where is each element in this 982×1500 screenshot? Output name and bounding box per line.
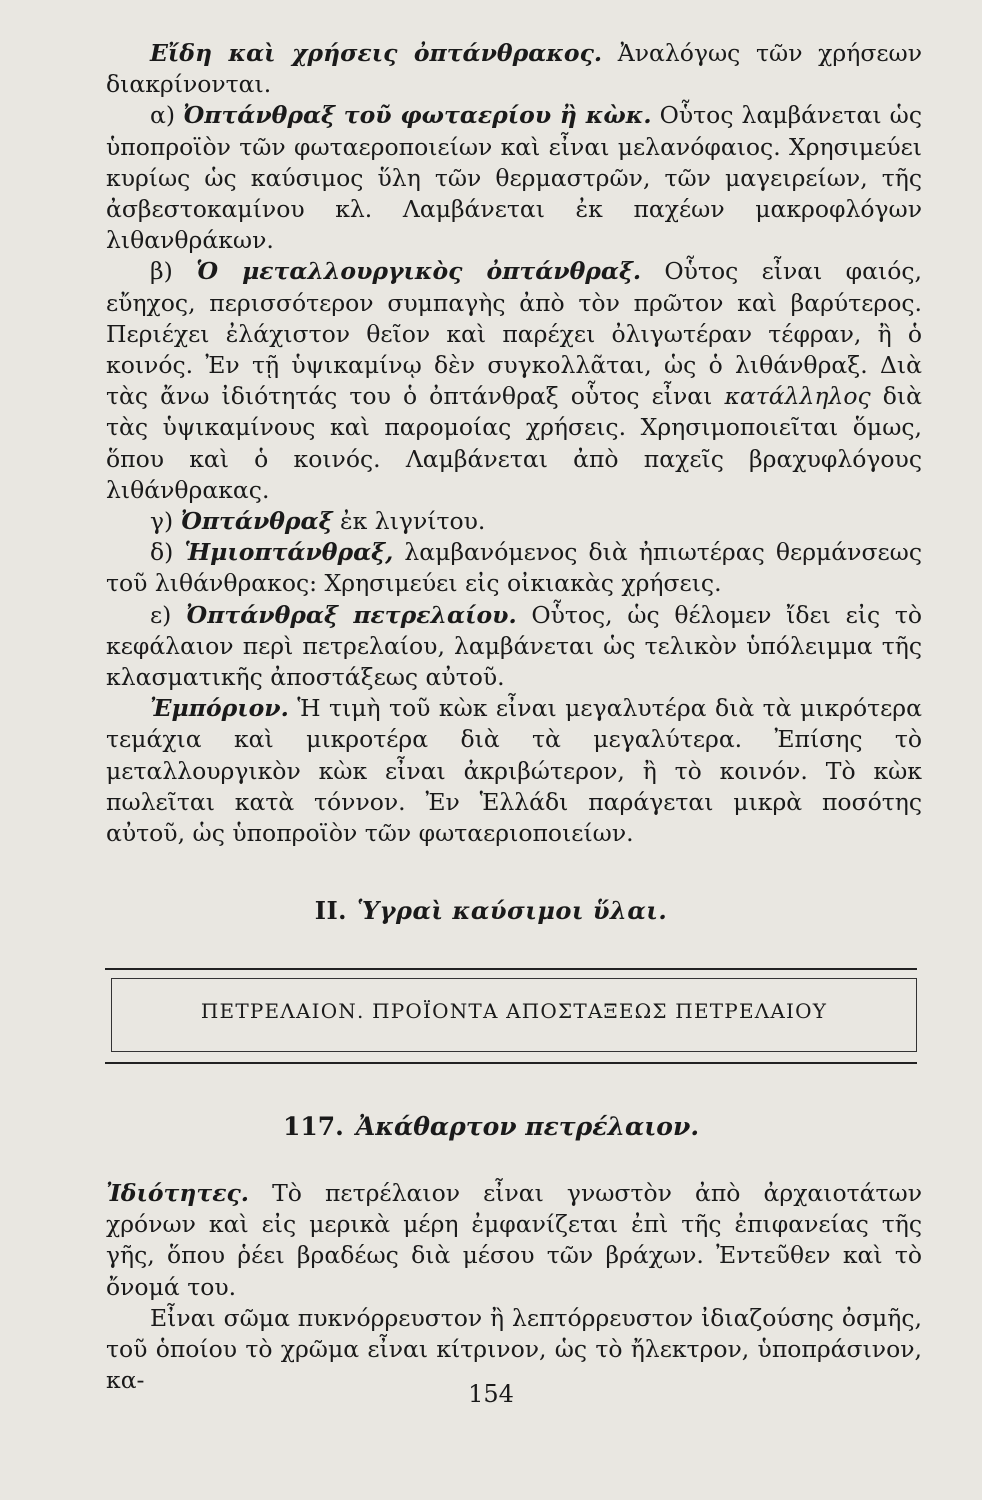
text-trade: Ἡ τιμὴ τοῦ κὼκ εἶναι μεγαλυτέρα διὰ τὰ μικρότερα τεμάχια καὶ μικροτέρα διὰ τὰ μεγαλύτερα. Ἐπίσης τὸ μεταλλουργικὸν κὼκ εἶναι ἀκριβώτερον, ἢ τὸ κοινόν. Τὸ κὼκ πωλεῖται κατὰ τόννον. Ἐν Ἑλλάδι παράγεται μικρὰ ποσότης αὐτοῦ, ὡς ὑποπροϊὸν τῶν φωταεριοποιείων. [106, 694, 922, 848]
chapter-box-title: ΠΕΤΡΕΛΑΙΟΝ. ΠΡΟΪΟΝΤΑ ΑΠΟΣΤΑΞΕΩΣ ΠΕΤΡΕΛΑΙΟΥ [200, 999, 828, 1023]
text-b-italic: κατάλληλος [724, 382, 871, 411]
text-c: ἐκ λιγνίτου. [332, 507, 486, 536]
section-number: II. [314, 896, 348, 925]
text-a: Οὗτος λαμβάνεται ὡς ὑποπροϊὸν τῶν φωταεροποιείων καὶ εἶναι μελανόφαιος. Χρησιμεύει κυρίως ὡς καύσιμος ὕλη τῶν θερμαστρῶν, τῶν μαγειρείων, τῆς ἀσβεστοκαμίνου κλ. Λαμβάνεται ἐκ παχέων μακροφλόγων λιθανθράκων. [106, 101, 922, 255]
heading-c: Ὀπτάνθραξ [180, 507, 333, 536]
heading-properties: Ἰδιότητες. [106, 1179, 249, 1207]
label-d: δ) [150, 538, 185, 567]
label-a: α) [150, 101, 184, 130]
paragraph-d [106, 537, 922, 599]
heading-e: Ὀπτάνθραξ πετρελαίου. [186, 600, 517, 629]
page-number: 154 [468, 1380, 514, 1408]
heading-b: Ὁ μεταλλουργικὸς ὀπτάνθραξ. [196, 257, 642, 286]
text-properties: Τὸ πετρέλαιον εἶναι γνωστὸν ἀπὸ ἀρχαιοτάτων χρόνων καὶ εἰς μερικὰ μέρη ἐμφανίζεται ἐπὶ τῆς ἐπιφανείας τῆς γῆς, ὅπου ῥέει βραδέως διὰ μέσου τῶν βράχων. Ἐντεῦθεν καὶ τὸ ὄνομά του. [106, 1179, 922, 1301]
label-b: β) [150, 257, 197, 286]
text-d: λαμβανόμενος διὰ ἠπιωτέρας θερμάνσεως τοῦ λιθάνθρακος: Χρησιμεύει εἰς οἰκιακὰς χρήσεις. [106, 538, 922, 598]
paragraph-2: Εἶναι σῶμα πυκνόρρευστον ἢ λεπτόρρευστον ἰδιαζούσης ὀσμῆς, τοῦ ὁποίου τὸ χρῶμα εἶναι κίτρινον, ὡς τὸ ἤλεκτρον, ὑποπράσινον, κα- [106, 1303, 922, 1395]
text-b-1: Οὗτος εἶναι φαιός, εὔηχος, περισσότερον συμπαγὴς ἀπὸ τὸν πρῶτον καὶ βαρύτερος. Περιέχει ἐλάχιστον θεῖον καὶ παρέχει ὀλιγωτέραν τέφραν, ἢ ὁ κοινός. Ἐν τῇ ὑψικαμίνῳ δὲν συγκολλᾶται, ὡς ὁ λιθάνθραξ. Διὰ τὰς ἄνω ἰδιότητάς του ὁ ὀπτάνθραξ οὗτος εἶναι [106, 257, 922, 411]
chapter-box [105, 968, 917, 1064]
label-e: ε) [150, 600, 187, 629]
section-title-text: Ὑγραὶ καύσιμοι ὕλαι. [357, 896, 668, 925]
paragraph-c [106, 506, 922, 537]
paragraph-a [106, 100, 922, 256]
paragraph-properties [106, 1178, 922, 1303]
chapter-number: 117. [282, 1112, 344, 1141]
upper-text-block [106, 38, 922, 849]
label-c: γ) [150, 507, 181, 536]
paragraph-intro [106, 38, 922, 100]
chapter-heading [0, 1112, 982, 1141]
section-title [0, 896, 982, 925]
heading-d: Ἡμιοπτάνθραξ, [184, 538, 394, 567]
paragraph-trade [106, 693, 922, 849]
chapter-box-frame [111, 978, 917, 1052]
heading-a: Ὀπτάνθραξ τοῦ φωταερίου ἢ κὼκ. [183, 101, 652, 130]
paragraph-b [106, 256, 922, 506]
heading-trade: Ἐμπόριον. [150, 694, 289, 723]
chapter-title: Ἀκάθαρτον πετρέλαιον. [355, 1112, 700, 1141]
text-b-2: διὰ τὰς ὑψικαμίνους καὶ παρομοίας χρήσεις. Χρησιμοποιεῖται ὅμως, ὅπου καὶ ὁ κοινός. Λαμβάνεται ἀπὸ παχεῖς βραχυφλόγους λιθάνθρακας. [106, 382, 923, 504]
heading-types-and-uses: Εἴδη καὶ χρήσεις ὀπτάνθρακος. [150, 39, 603, 67]
paragraph-e [106, 600, 922, 694]
intro-text: Ἀναλόγως τῶν χρήσεων διακρίνονται. [106, 39, 922, 99]
text-e: Οὗτος, ὡς θέλομεν ἴδει εἰς τὸ κεφάλαιον περὶ πετρελαίου, λαμβάνεται ὡς τελικὸν ὑπόλειμμα τῆς κλασματικῆς ἀποστάξεως αὐτοῦ. [106, 600, 922, 692]
lower-text-block [106, 1178, 922, 1396]
